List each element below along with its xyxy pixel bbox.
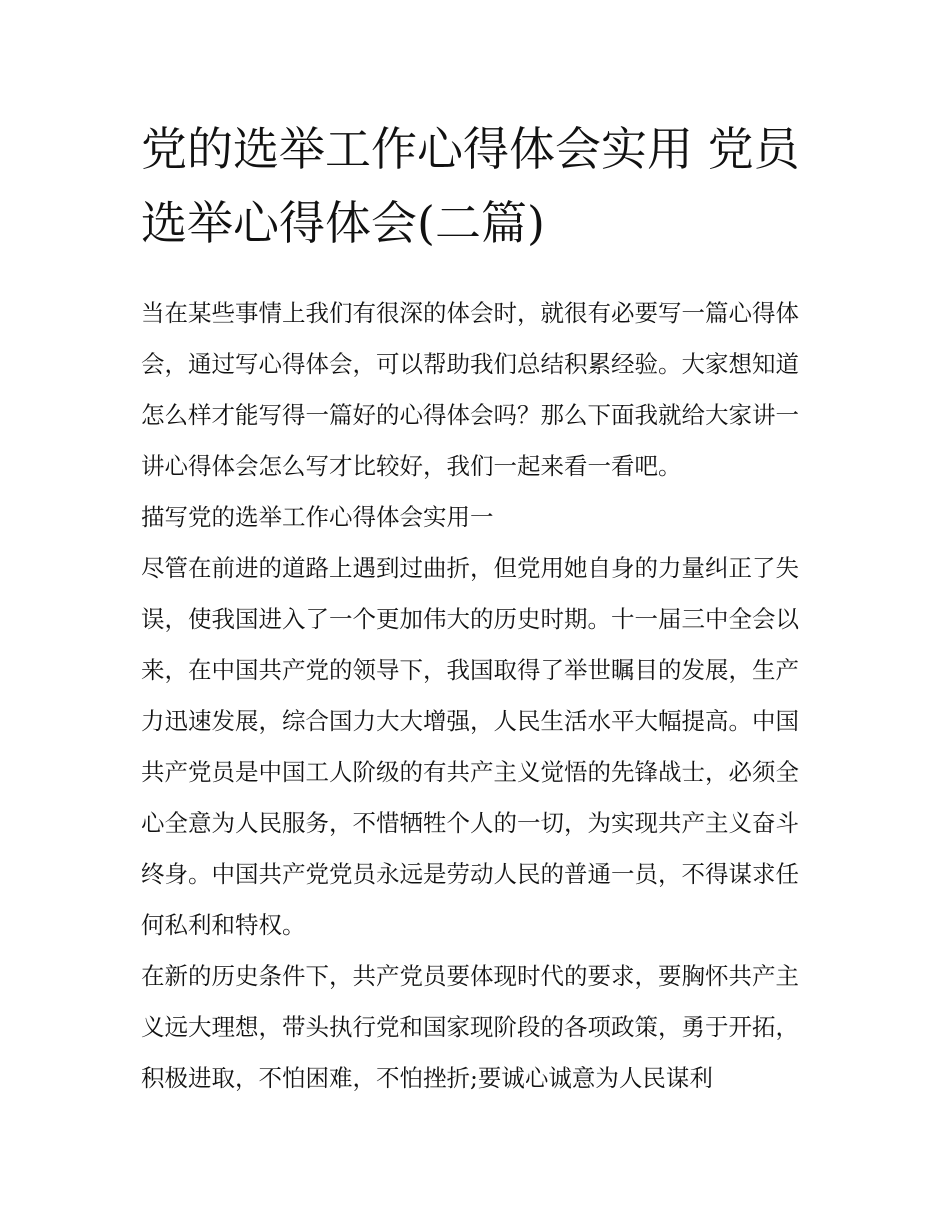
paragraph-history: 尽管在前进的道路上遇到过曲折，但党用她自身的力量纠正了失误，使我国进入了一个更加伟大的历史时期。十一届三中全会以来，在中国共产党的领导下，我国取得了举世瞩目的发展，生产力迅速发展，综合国力大大增强，人民生活水平大幅提高。中国共产党员是中国工人阶级的有共产主义觉悟的先锋战士，必须全心全意为人民服务，不惜牺牲个人的一切，为实现共产主义奋斗终身。中国共产党党员永远是劳动人民的普通一员，不得谋求任何私利和特权。 bbox=[141, 554, 799, 939]
document-body bbox=[141, 288, 813, 1104]
document-page bbox=[141, 112, 813, 1104]
section-heading: 描写党的选举工作心得体会实用一 bbox=[141, 503, 494, 531]
paragraph-requirements: 在新的历史条件下，共产党员要体现时代的要求，要胸怀共产主义远大理想，带头执行党和国家现阶段的各项政策，勇于开拓，积极进取，不怕困难，不怕挫折;要诚心诚意为人民谋利 bbox=[141, 962, 799, 1092]
document-title: 党的选举工作心得体会实用 党员选举心得体会(二篇) bbox=[141, 122, 800, 250]
paragraph-intro: 当在某些事情上我们有很深的体会时，就很有必要写一篇心得体会，通过写心得体会，可以帮助我们总结积累经验。大家想知道怎么样才能写得一篇好的心得体会吗？那么下面我就给大家讲一讲心得体会怎么写才比较好，我们一起来看一看吧。 bbox=[141, 299, 799, 480]
